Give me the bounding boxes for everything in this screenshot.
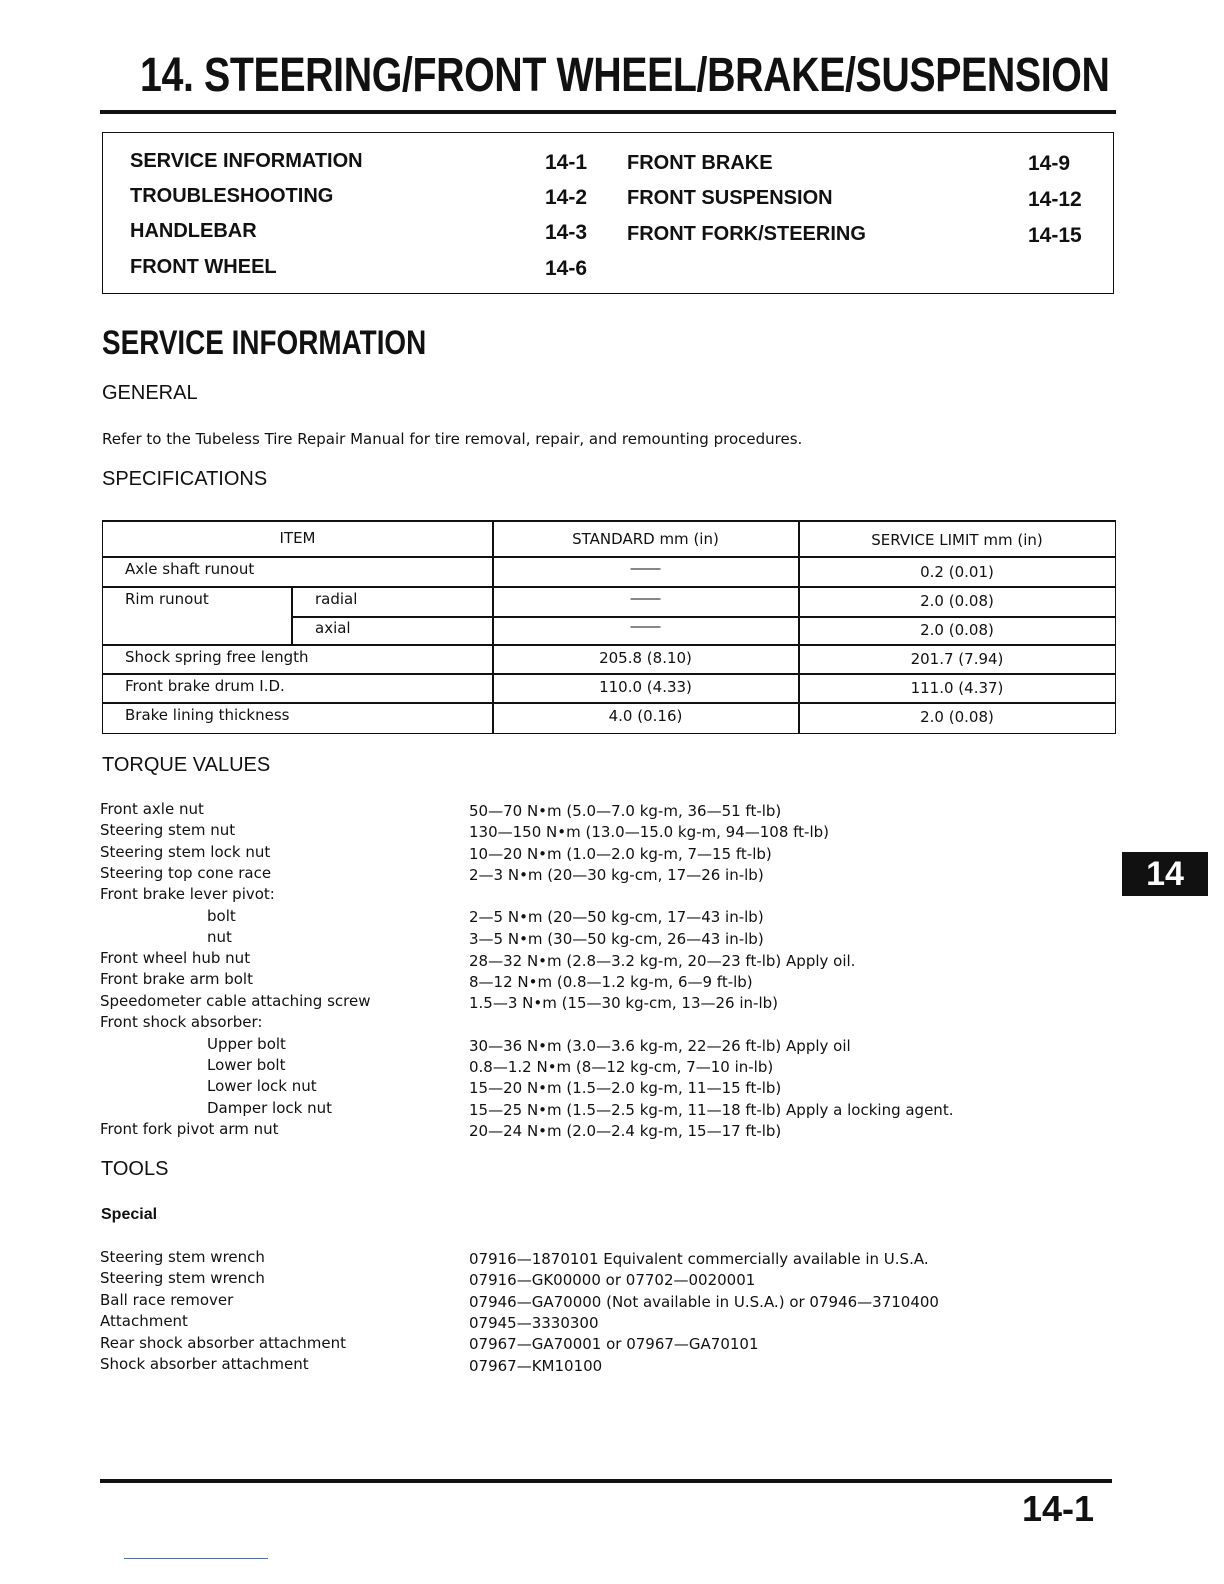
torque-value: 0.8—1.2 N•m (8—12 kg-cm, 7—10 in-lb): [469, 1058, 774, 1076]
torque-label: bolt: [207, 907, 236, 925]
chapter-title: 14. STEERING/FRONT WHEEL/BRAKE/SUSPENSION: [140, 49, 1110, 102]
table-cell-limit: 0.2 (0.01): [920, 563, 994, 581]
specifications-heading: SPECIFICATIONS: [102, 468, 268, 490]
torque-label: Front wheel hub nut: [100, 949, 251, 967]
table-cell-standard: 110.0 (4.33): [599, 678, 692, 696]
torque-label: Front shock absorber:: [100, 1013, 263, 1031]
tool-label: Attachment: [100, 1312, 188, 1330]
table-cell-limit: 2.0 (0.08): [920, 592, 994, 610]
table-cell-limit: 201.7 (7.94): [910, 650, 1004, 668]
title-rule: [100, 110, 1116, 114]
special-tools-label: Special: [101, 1206, 158, 1223]
torque-value: 2—3 N•m (20—30 kg-cm, 17—26 in-lb): [469, 866, 764, 884]
tool-value: 07945—3330300: [469, 1314, 599, 1332]
section-heading: SERVICE INFORMATION: [102, 324, 427, 362]
torque-value: 2—5 N•m (20—50 kg-cm, 17—43 in-lb): [469, 908, 764, 926]
table-cell-sub: radial: [315, 590, 358, 608]
tool-label: Rear shock absorber attachment: [100, 1334, 346, 1352]
toc-label: SERVICE INFORMATION: [130, 150, 363, 172]
tools-heading: TOOLS: [101, 1158, 169, 1180]
torque-label: Steering top cone race: [100, 864, 272, 882]
table-cell-item: Axle shaft runout: [125, 560, 255, 578]
table-cell-sub: axial: [315, 619, 351, 637]
footer-underline: [124, 1558, 268, 1559]
table-cell-item: Shock spring free length: [125, 648, 309, 666]
toc-page: 14-1: [545, 151, 588, 174]
table-cell-limit: 2.0 (0.08): [920, 621, 994, 639]
table-cell-limit: 2.0 (0.08): [920, 708, 994, 726]
table-cell-standard: 205.8 (8.10): [599, 649, 692, 667]
torque-value: 1.5—3 N•m (15—30 kg-cm, 13—26 in-lb): [469, 994, 778, 1012]
table-cell-item: Rim runout: [125, 590, 209, 608]
tool-value: 07967—GA70001 or 07967—GA70101: [469, 1335, 759, 1353]
general-heading: GENERAL: [102, 382, 198, 404]
torque-label: Front brake arm bolt: [100, 970, 253, 988]
table-cell-standard: ——: [630, 618, 661, 635]
torque-label: Damper lock nut: [207, 1099, 332, 1117]
specifications-table: [102, 520, 1116, 734]
torque-label: nut: [207, 928, 232, 946]
column-header-standard: STANDARD mm (in): [572, 530, 719, 548]
toc-label: FRONT SUSPENSION: [627, 187, 833, 209]
torque-value: 10—20 N•m (1.0—2.0 kg-m, 7—15 ft-lb): [469, 845, 772, 863]
tool-value: 07946—GA70000 (Not available in U.S.A.) or 07946—3710400: [469, 1293, 939, 1311]
tool-label: Steering stem wrench: [100, 1248, 265, 1266]
general-text: Refer to the Tubeless Tire Repair Manual for tire removal, repair, and remounting procedures.: [102, 430, 803, 448]
torque-value: 15—20 N•m (1.5—2.0 kg-m, 11—15 ft-lb): [469, 1079, 782, 1097]
toc-page: 14-12: [1028, 188, 1082, 211]
chapter-tab: 14: [1122, 852, 1208, 896]
table-cell-limit: 111.0 (4.37): [910, 679, 1004, 697]
column-header-limit: SERVICE LIMIT mm (in): [871, 531, 1043, 549]
torque-value: 130—150 N•m (13.0—15.0 kg-m, 94—108 ft-lb): [469, 823, 829, 841]
toc-label: FRONT WHEEL: [130, 256, 277, 278]
tool-label: Ball race remover: [100, 1291, 234, 1309]
torque-heading: TORQUE VALUES: [102, 754, 271, 776]
table-cell-standard: ——: [630, 590, 661, 607]
torque-label: Steering stem nut: [100, 821, 236, 839]
table-cell-standard: 4.0 (0.16): [608, 707, 683, 725]
torque-label: Steering stem lock nut: [100, 843, 271, 861]
table-cell-standard: ——: [630, 560, 661, 577]
tool-value: 07916—1870101 Equivalent commercially available in U.S.A.: [469, 1250, 929, 1268]
toc-page: 14-6: [545, 257, 588, 280]
torque-label: Lower lock nut: [207, 1077, 317, 1095]
torque-value: 50—70 N•m (5.0—7.0 kg-m, 36—51 ft-lb): [469, 802, 782, 820]
torque-label: Front fork pivot arm nut: [100, 1120, 279, 1138]
toc-label: TROUBLESHOOTING: [130, 185, 334, 207]
torque-value: 8—12 N•m (0.8—1.2 kg-m, 6—9 ft-lb): [469, 973, 753, 991]
toc-label: HANDLEBAR: [130, 220, 257, 242]
page-number: 14-1: [1022, 1488, 1095, 1529]
toc-label: FRONT FORK/STEERING: [627, 223, 866, 245]
toc-page: 14-3: [545, 221, 588, 244]
toc-page: 14-2: [545, 186, 588, 209]
tool-value: 07967—KM10100: [469, 1357, 603, 1375]
torque-label: Speedometer cable attaching screw: [100, 992, 371, 1010]
torque-label: Front axle nut: [100, 800, 204, 818]
table-cell-item: Front brake drum I.D.: [125, 677, 285, 695]
bottom-rule: [100, 1479, 1112, 1483]
torque-value: 30—36 N•m (3.0—3.6 kg-m, 22—26 ft-lb) Apply oil: [469, 1037, 851, 1055]
toc-page: 14-9: [1028, 152, 1071, 175]
toc-label: FRONT BRAKE: [627, 152, 773, 174]
torque-value: 3—5 N•m (30—50 kg-cm, 26—43 in-lb): [469, 930, 764, 948]
torque-label: Front brake lever pivot:: [100, 885, 275, 903]
torque-label: Upper bolt: [207, 1035, 286, 1053]
torque-value: 15—25 N•m (1.5—2.5 kg-m, 11—18 ft-lb) Apply a locking agent.: [469, 1101, 954, 1119]
tool-label: Shock absorber attachment: [100, 1355, 309, 1373]
tool-value: 07916—GK00000 or 07702—0020001: [469, 1271, 756, 1289]
column-header-item: ITEM: [279, 529, 316, 547]
torque-value: 20—24 N•m (2.0—2.4 kg-m, 15—17 ft-lb): [469, 1122, 782, 1140]
torque-value: 28—32 N•m (2.8—3.2 kg-m, 20—23 ft-lb) Apply oil.: [469, 952, 856, 970]
torque-label: Lower bolt: [207, 1056, 286, 1074]
tool-label: Steering stem wrench: [100, 1269, 265, 1287]
toc-page: 14-15: [1028, 224, 1082, 247]
table-cell-item: Brake lining thickness: [125, 706, 290, 724]
